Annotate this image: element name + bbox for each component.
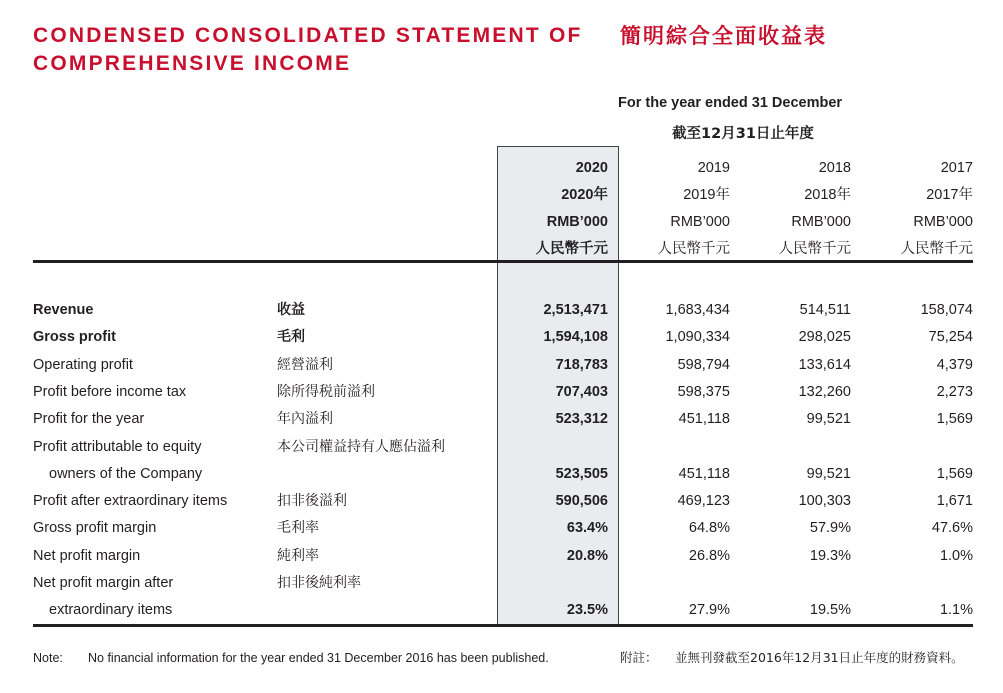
cell-2018: 133,614 — [798, 357, 851, 373]
cell-2019: 469,123 — [677, 493, 730, 509]
row-label-en: Profit after extraordinary items — [33, 493, 228, 509]
statement-title-zh: 簡明綜合全面收益表 — [620, 24, 827, 48]
cell-2019: 1,683,434 — [665, 302, 730, 318]
row-label-en: extraordinary items — [49, 602, 173, 618]
unit-zh: 人民幣千元 — [778, 241, 851, 257]
row-label-zh: 收益 — [277, 302, 305, 318]
cell-2018: 19.5% — [809, 602, 851, 618]
cell-2020: 2,513,471 — [543, 302, 608, 318]
year-zh: 2020年 — [561, 187, 608, 203]
table-row-profit-attributable-label — [0, 434, 1003, 461]
column-header-2020 — [488, 155, 608, 263]
note-zh — [620, 649, 975, 667]
row-label-zh: 除所得税前溢利 — [277, 384, 375, 400]
unit-zh: 人民幣千元 — [657, 241, 730, 257]
row-label-zh: 純利率 — [277, 548, 319, 564]
column-header-2017 — [853, 155, 973, 263]
cell-2017: 1.1% — [939, 602, 973, 618]
year-zh: 2019年 — [683, 187, 730, 203]
cell-2017: 47.6% — [931, 520, 973, 536]
table-row-profit-after-extraordinary — [0, 488, 1003, 515]
year-en: 2017 — [940, 160, 973, 176]
cell-2020: 20.8% — [566, 548, 608, 564]
note-text-en: No financial information for the year ended 31 December 2016 has been published. — [88, 651, 549, 665]
row-label-zh: 本公司權益持有人應佔溢利 — [277, 439, 445, 455]
cell-2018: 514,511 — [799, 302, 851, 318]
unit-en: RMB’000 — [791, 214, 851, 230]
note-en — [33, 649, 578, 667]
cell-2018: 99,521 — [806, 411, 851, 427]
row-label-en: Net profit margin — [33, 548, 141, 564]
cell-2017: 2,273 — [936, 384, 973, 400]
table-row-net-margin-after-label — [0, 570, 1003, 597]
row-label-zh: 毛利率 — [277, 520, 319, 536]
row-label-en: Profit attributable to equity — [33, 439, 202, 455]
note-tag-zh: 附註： — [620, 650, 658, 665]
cell-2019: 26.8% — [688, 548, 730, 564]
row-label-en: owners of the Company — [49, 466, 203, 482]
cell-2018: 19.3% — [809, 548, 851, 564]
cell-2019: 27.9% — [688, 602, 730, 618]
row-label-en: Gross profit — [33, 329, 116, 345]
table-row-profit-before-tax — [0, 379, 1003, 406]
row-label-en: Gross profit margin — [33, 520, 157, 536]
cell-2018: 57.9% — [809, 520, 851, 536]
table-row-profit-for-year — [0, 406, 1003, 433]
cell-2020: 1,594,108 — [543, 329, 608, 345]
cell-2020: 590,506 — [555, 493, 608, 509]
row-label-en: Profit before income tax — [33, 384, 187, 400]
note-text-zh: 並無刊發截至2016年12月31日止年度的財務資料。 — [675, 650, 964, 665]
table-row-gross-profit-margin — [0, 515, 1003, 542]
cell-2020: 707,403 — [555, 384, 608, 400]
year-en: 2019 — [697, 160, 730, 176]
cell-2017: 1,569 — [936, 466, 973, 482]
row-label-en: Profit for the year — [33, 411, 145, 427]
row-label-zh: 毛利 — [277, 329, 305, 345]
cell-2018: 100,303 — [798, 493, 851, 509]
cell-2018: 99,521 — [806, 466, 851, 482]
header-rule — [33, 260, 973, 263]
table-row-net-margin-after — [0, 597, 1003, 624]
table-row-revenue — [0, 297, 1003, 324]
row-label-en: Net profit margin after — [33, 575, 174, 591]
table-row-profit-attributable — [0, 461, 1003, 488]
cell-2020: 718,783 — [555, 357, 608, 373]
cell-2017: 1.0% — [939, 548, 973, 564]
cell-2017: 4,379 — [936, 357, 973, 373]
cell-2017: 1,671 — [936, 493, 973, 509]
table-row-gross-profit — [0, 324, 1003, 351]
year-en: 2018 — [818, 160, 851, 176]
unit-en: RMB’000 — [546, 214, 608, 230]
row-label-zh: 扣非後純利率 — [277, 575, 361, 591]
row-label-zh: 經營溢利 — [277, 357, 333, 373]
row-label-zh: 年內溢利 — [277, 411, 333, 427]
year-zh: 2018年 — [804, 187, 851, 203]
note-tag-en: Note: — [33, 651, 63, 665]
cell-2020: 63.4% — [566, 520, 608, 536]
cell-2017: 158,074 — [920, 302, 973, 318]
unit-en: RMB’000 — [913, 214, 973, 230]
column-header-2019 — [610, 155, 730, 263]
table-row-net-profit-margin — [0, 543, 1003, 570]
cell-2018: 298,025 — [798, 329, 851, 345]
row-label-zh: 扣非後溢利 — [277, 493, 347, 509]
cell-2019: 451,118 — [678, 411, 730, 427]
cell-2020: 523,312 — [555, 411, 608, 427]
statement-title-en — [33, 22, 613, 78]
cell-2019: 598,375 — [677, 384, 730, 400]
unit-zh: 人民幣千元 — [535, 241, 608, 257]
unit-en: RMB’000 — [670, 214, 730, 230]
title-line-2: COMPREHENSIVE INCOME — [33, 52, 352, 75]
cell-2019: 451,118 — [678, 466, 730, 482]
table-row-operating-profit — [0, 352, 1003, 379]
year-en: 2020 — [575, 160, 608, 176]
row-label-en: Operating profit — [33, 357, 133, 373]
cell-2017: 75,254 — [928, 329, 973, 345]
cell-2020: 523,505 — [555, 466, 608, 482]
cell-2020: 23.5% — [566, 602, 608, 618]
cell-2018: 132,260 — [798, 384, 851, 400]
column-header-2018 — [731, 155, 851, 263]
period-heading-en: For the year ended 31 December — [618, 95, 843, 111]
title-line-1: CONDENSED CONSOLIDATED STATEMENT OF — [33, 24, 583, 47]
year-zh: 2017年 — [926, 187, 973, 203]
unit-zh: 人民幣千元 — [900, 241, 973, 257]
row-label-en: Revenue — [33, 302, 94, 318]
period-heading-zh: 截至12月31日止年度 — [672, 126, 814, 142]
cell-2019: 598,794 — [677, 357, 730, 373]
footer-rule — [33, 624, 973, 627]
cell-2019: 64.8% — [688, 520, 730, 536]
cell-2017: 1,569 — [936, 411, 973, 427]
cell-2019: 1,090,334 — [665, 329, 730, 345]
